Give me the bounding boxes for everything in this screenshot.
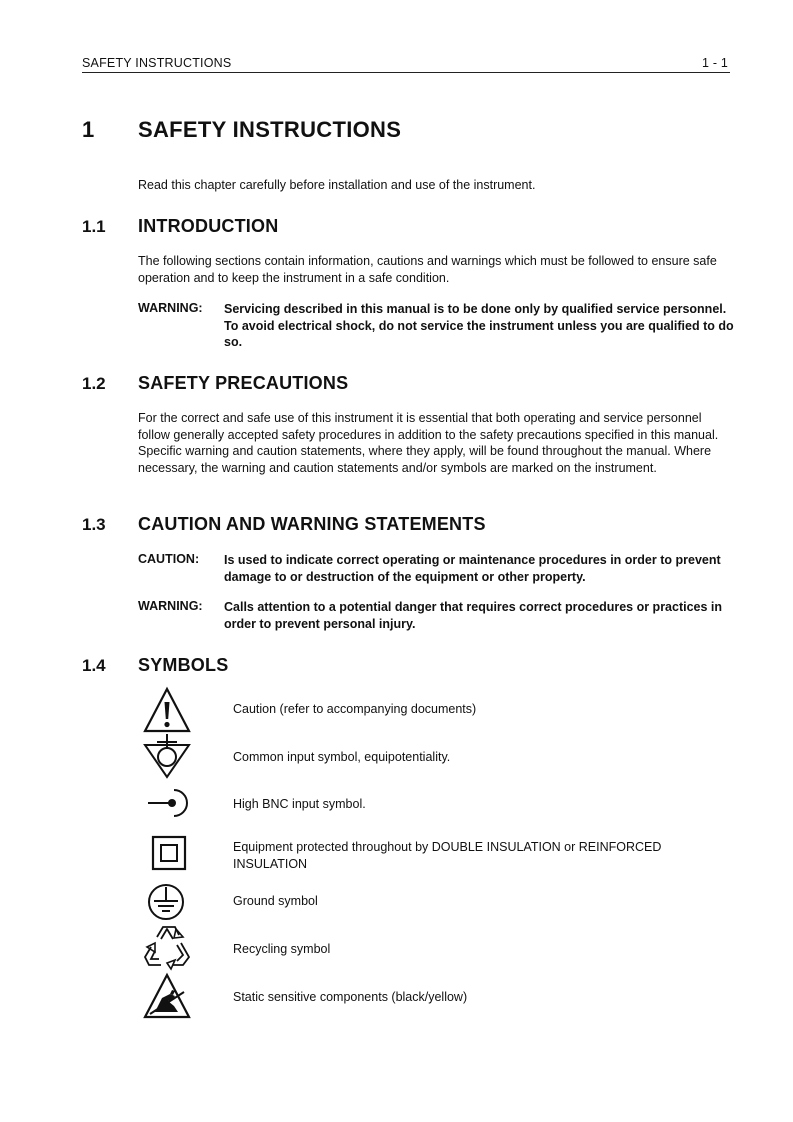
section-number: 1.3 xyxy=(82,515,106,534)
section-text: For the correct and safe use of this instrument it is essential that both operating and service personnel follow generally accepted safety procedures in addition to the safety precautions specified in this manual. Specific warning and caution statements, where they apply, will be found throughout the manual. Where necessary, the warning and caution statements and/or symbols are marked on the instrument. xyxy=(138,411,719,475)
symbol-description: Static sensitive components (black/yellow) xyxy=(233,990,468,1004)
symbol-description: Caution (refer to accompanying documents) xyxy=(233,702,477,716)
header-rule xyxy=(82,72,730,73)
running-header-title: SAFETY INSTRUCTIONS xyxy=(82,56,232,70)
symbol-description: Ground symbol xyxy=(233,894,318,908)
static-sensitive-icon xyxy=(142,972,192,1020)
caution-text: Is used to indicate correct operating or maintenance procedures in order to prevent damage to or destruction of the equipment or other property. xyxy=(224,553,721,584)
warning-text: Servicing described in this manual is to be done only by qualified service personnel. To avoid electrical shock, do not service the instrument unless you are qualified to do so. xyxy=(224,302,734,349)
common-input-icon xyxy=(143,733,191,779)
section-title: CAUTION AND WARNING STATEMENTS xyxy=(138,514,486,534)
symbol-description: Common input symbol, equipotentiality. xyxy=(233,750,451,764)
warning-text: Calls attention to a potential danger that requires correct procedures or practices in order to prevent personal injury. xyxy=(224,600,723,631)
chapter-title: SAFETY INSTRUCTIONS xyxy=(138,117,402,142)
section-number: 1.4 xyxy=(82,656,106,675)
ground-icon xyxy=(146,882,186,922)
caution-label: CAUTION: xyxy=(138,552,200,566)
section-title: SAFETY PRECAUTIONS xyxy=(138,373,349,393)
warning-label: WARNING: xyxy=(138,599,203,613)
section-title: SYMBOLS xyxy=(138,655,229,675)
warning-label: WARNING: xyxy=(138,301,203,315)
caution-triangle-icon xyxy=(142,686,192,734)
double-insulation-icon xyxy=(151,835,187,871)
section-text: The following sections contain information, cautions and warnings which must be followed to ensure safe operation and to keep the instrument in a safe condition. xyxy=(138,254,717,285)
symbol-description: High BNC input symbol. xyxy=(233,797,366,811)
bnc-input-icon xyxy=(146,787,190,819)
chapter-number: 1 xyxy=(82,117,95,142)
symbol-description: Recycling symbol xyxy=(233,942,331,956)
section-title: INTRODUCTION xyxy=(138,216,279,236)
symbol-description: Equipment protected throughout by DOUBLE INSULATION or REINFORCED INSULATION xyxy=(233,840,662,871)
page-number: 1 - 1 xyxy=(702,56,729,70)
section-number: 1.1 xyxy=(82,217,106,236)
section-number: 1.2 xyxy=(82,374,106,393)
recycling-icon xyxy=(143,925,191,971)
chapter-intro: Read this chapter carefully before installation and use of the instrument. xyxy=(138,178,536,192)
